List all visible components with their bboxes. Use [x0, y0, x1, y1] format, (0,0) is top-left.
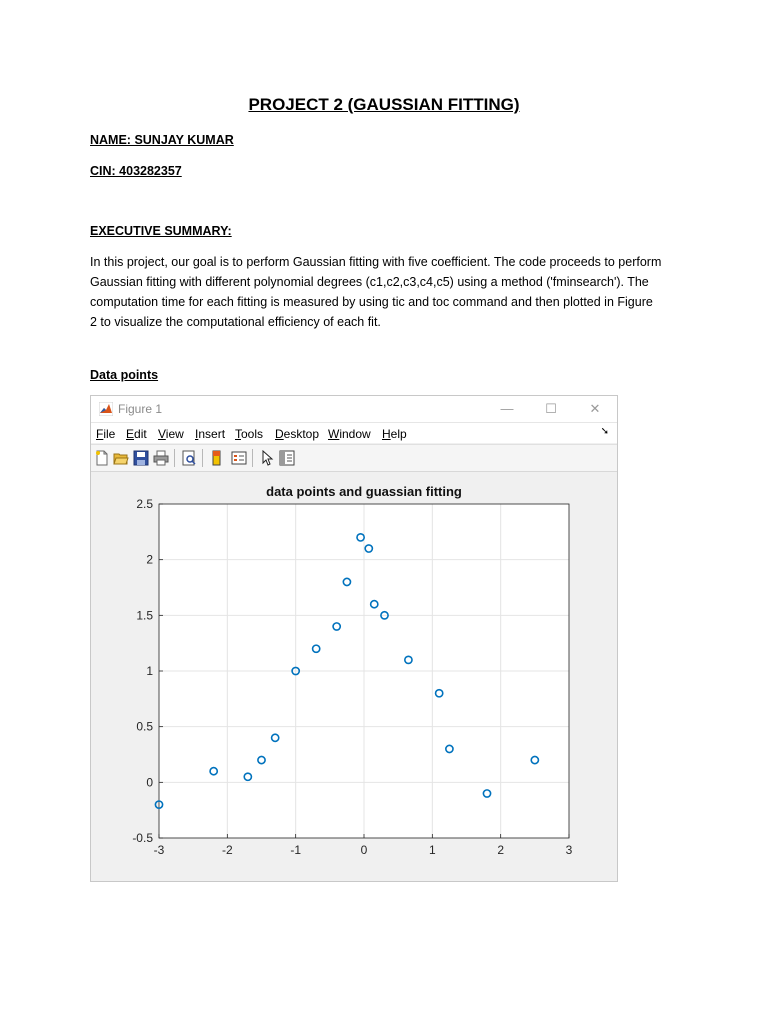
property-editor-icon[interactable] [279, 450, 295, 466]
x-tick-label: -1 [290, 843, 302, 857]
figure-window [90, 395, 618, 882]
menu-window[interactable] [328, 427, 371, 441]
author-name: NAME: SUNJAY KUMAR [90, 133, 234, 147]
menu-label: indow [339, 427, 371, 441]
summary-line: 2 to visualize the computational efficiency of each fit. [90, 315, 381, 329]
toolbar-separator [174, 449, 175, 467]
menu-label: esktop [283, 427, 320, 441]
menu-accel: T [235, 427, 241, 441]
x-tick-label: -3 [153, 843, 165, 857]
menu-label: iew [165, 427, 184, 441]
x-tick-label: -2 [221, 843, 233, 857]
matlab-icon [99, 402, 113, 416]
menu-label: ools [241, 427, 264, 441]
data-points-heading: Data points [90, 368, 159, 382]
print-preview-icon[interactable] [181, 450, 197, 466]
maximize-button[interactable]: ☐ [545, 401, 557, 416]
executive-summary [90, 252, 690, 332]
save-icon[interactable] [133, 450, 149, 466]
menu-accel: I [195, 427, 199, 441]
menu-accel: W [328, 427, 340, 441]
figure-menubar [91, 423, 617, 443]
toolbar-separator [252, 449, 253, 467]
plot-area [91, 472, 617, 877]
print-icon[interactable] [153, 450, 169, 466]
y-tick-label: 0 [146, 775, 153, 790]
menu-tools[interactable] [235, 427, 263, 441]
menu-desktop[interactable] [275, 427, 319, 441]
menu-accel: F [96, 427, 104, 441]
menu-label: nsert [198, 427, 226, 441]
legend-icon[interactable] [231, 450, 247, 466]
summary-line: In this project, our goal is to perform Gaussian fitting with five coefficient. The code proceeds to perform [90, 255, 662, 269]
chart-title: data points and guassian fitting [266, 484, 462, 499]
y-tick-label: 2 [146, 552, 153, 567]
figure-toolbar [91, 444, 617, 472]
menu-view[interactable] [158, 427, 184, 441]
toolbar-separator [202, 449, 203, 467]
open-folder-icon[interactable] [113, 450, 129, 466]
x-tick-label: 2 [497, 843, 505, 857]
cin-number: CIN: 403282357 [90, 164, 182, 178]
x-tick-label: 1 [428, 843, 436, 857]
summary-line: computation time for each fitting is measured by using tic and toc command and then plotted in Figure [90, 295, 653, 309]
y-tick-label: -0.5 [132, 831, 153, 845]
menu-file[interactable] [96, 427, 115, 441]
x-tick-label: 0 [360, 843, 368, 857]
summary-line: Gaussian fitting with different polynomial degrees (c1,c2,c3,c4,c5) using a method ('fminsearch'). The [90, 275, 649, 289]
figure-window-title: Figure 1 [118, 402, 163, 416]
summary-heading: EXECUTIVE SUMMARY: [90, 224, 232, 238]
scatter-chart[interactable] [91, 472, 617, 877]
menu-label: ile [103, 427, 116, 441]
minimize-button[interactable]: — [500, 401, 514, 416]
y-tick-label: 0.5 [136, 719, 153, 734]
colorbar-icon[interactable] [209, 450, 225, 466]
menu-accel: E [126, 427, 135, 441]
y-tick-label: 2.5 [136, 497, 153, 511]
y-tick-label: 1 [146, 664, 153, 678]
pointer-icon[interactable] [259, 450, 275, 466]
menu-accel: D [275, 427, 284, 441]
menu-edit[interactable] [126, 427, 147, 441]
x-tick-label: 3 [565, 843, 573, 857]
new-file-icon[interactable] [94, 450, 110, 466]
y-tick-label: 1.5 [136, 608, 153, 623]
menu-help[interactable] [382, 427, 407, 441]
menu-insert[interactable] [195, 427, 225, 441]
document-title: PROJECT 2 (GAUSSIAN FITTING) [248, 95, 520, 114]
menu-accel: V [158, 427, 166, 441]
menu-label: dit [134, 427, 147, 441]
menu-label: elp [390, 427, 407, 441]
menu-accel: H [382, 427, 391, 441]
figure-titlebar[interactable] [91, 396, 617, 423]
menu-overflow-icon[interactable]: ➘ [600, 426, 609, 437]
close-button[interactable]: ✕ [589, 401, 601, 416]
